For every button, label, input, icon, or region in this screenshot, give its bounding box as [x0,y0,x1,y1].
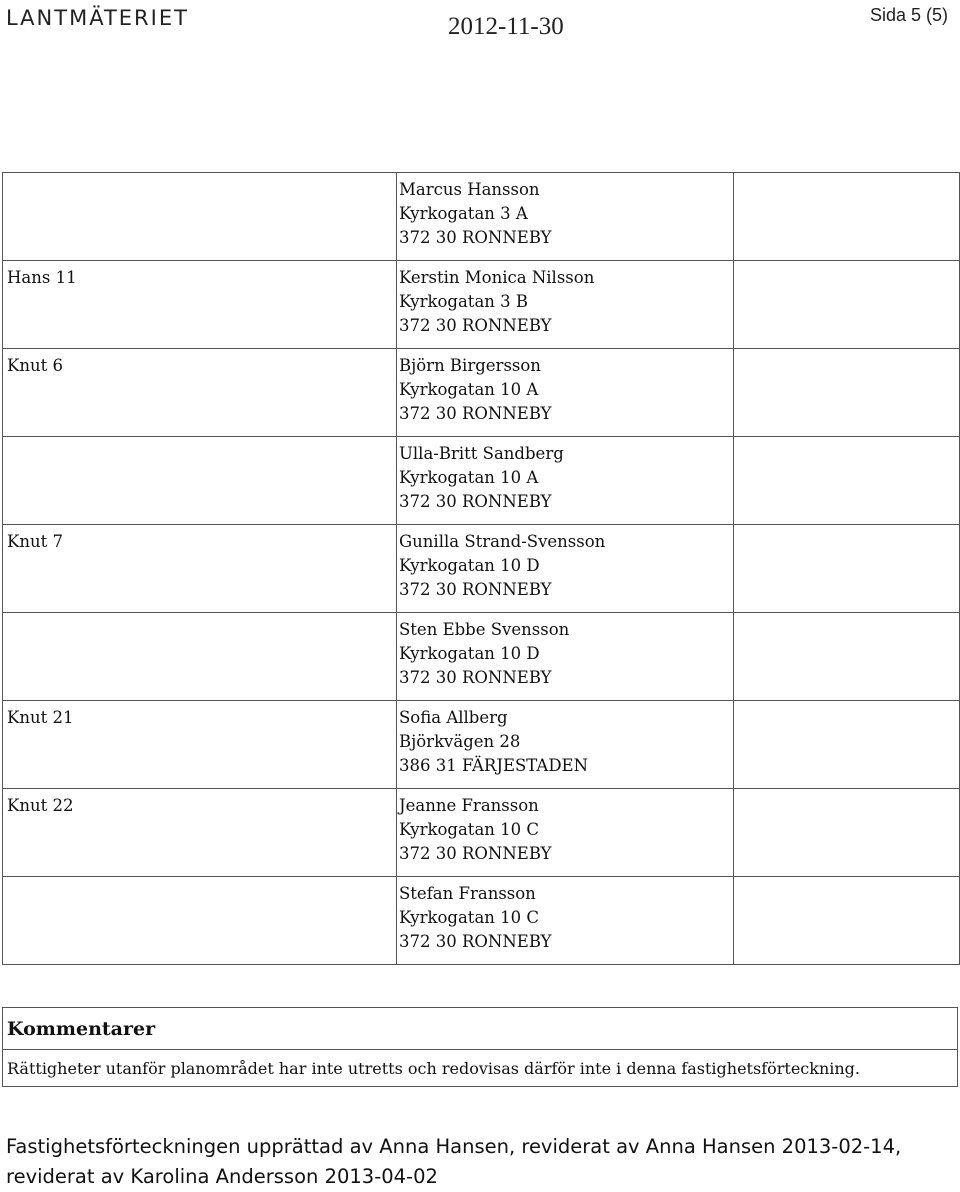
owner-address-cell [397,261,734,349]
owner-city: 372 30 RONNEBY [399,844,552,863]
brand-name: LANTMÄTERIET [6,6,189,30]
comments-text-row [3,1050,958,1087]
owner-street: Kyrkogatan 10 C [399,908,540,927]
owner-city: 386 31 FÄRJESTADEN [399,756,589,775]
owner-city: 372 30 RONNEBY [399,404,552,423]
owner-address-cell [397,877,734,965]
property-cell [3,789,397,877]
empty-cell [734,173,960,261]
table-row [3,173,960,261]
table-row [3,437,960,525]
property-designation [3,173,396,260]
owner-name: Sten Ebbe Svensson [399,620,570,639]
owner-street: Björkvägen 28 [399,732,521,751]
owner-address [397,525,733,612]
property-designation [3,437,396,524]
owner-city: 372 30 RONNEBY [399,228,552,247]
owner-name: Sofia Allberg [399,708,508,727]
owner-address-cell [397,525,734,613]
property-cell [3,173,397,261]
owner-address [397,789,733,876]
owner-address-cell [397,613,734,701]
owner-city: 372 30 RONNEBY [399,580,552,599]
owner-address-cell [397,173,734,261]
owner-city: 372 30 RONNEBY [399,316,552,335]
property-designation: Knut 22 [7,796,74,815]
property-designation: Knut 6 [7,356,63,375]
owner-address [397,613,733,700]
owner-address [397,701,733,788]
comments-table [2,1007,958,1087]
empty-cell [734,613,960,701]
property-cell [3,261,397,349]
owner-name: Jeanne Fransson [399,796,539,815]
property-cell [3,525,397,613]
owner-name: Kerstin Monica Nilsson [399,268,595,287]
owner-city: 372 30 RONNEBY [399,932,552,951]
table-row [3,701,960,789]
page-number: Sida 5 (5) [869,5,948,25]
empty-cell [734,261,960,349]
owner-name: Gunilla Strand-Svensson [399,532,606,551]
table-row [3,877,960,965]
owner-city: 372 30 RONNEBY [399,492,552,511]
comments-title: Kommentarer [3,1008,958,1050]
empty-cell [734,877,960,965]
owner-city: 372 30 RONNEBY [399,668,552,687]
owner-name: Stefan Fransson [399,884,536,903]
owner-address [397,437,733,524]
property-designation: Knut 21 [7,708,74,727]
empty-cell [734,437,960,525]
owner-street: Kyrkogatan 10 D [399,556,540,575]
property-cell [3,877,397,965]
owner-street: Kyrkogatan 10 C [399,820,540,839]
owner-street: Kyrkogatan 10 A [399,380,539,399]
property-designation [3,877,396,964]
owner-name: Ulla-Britt Sandberg [399,444,564,463]
owner-name: Marcus Hansson [399,180,540,199]
owner-address [397,261,733,348]
owner-street: Kyrkogatan 10 A [399,468,539,487]
owner-address-cell [397,701,734,789]
page-header [0,0,960,40]
owner-street: Kyrkogatan 3 A [399,204,528,223]
document-date: 2012-11-30 [448,13,564,40]
comments-text: Rättigheter utanför planområdet har inte utretts och redovisas därför inte i denna fastighetsförteckning. [3,1050,958,1087]
property-cell [3,701,397,789]
owner-name: Björn Birgersson [399,356,541,375]
empty-cell [734,349,960,437]
owner-address-cell [397,349,734,437]
table-row [3,613,960,701]
owner-address [397,349,733,436]
owner-address [397,877,733,964]
footer-note: Fastighetsförteckningen upprättad av Anna Hansen, reviderat av Anna Hansen 2013-02-14, reviderat av Karolina Andersson 2013-04-02 [6,1135,902,1188]
property-cell [3,437,397,525]
property-cell [3,613,397,701]
empty-cell [734,525,960,613]
empty-cell [734,701,960,789]
empty-cell [734,789,960,877]
owners-table-body [3,173,960,965]
property-designation [3,613,396,700]
table-row [3,789,960,877]
property-cell [3,349,397,437]
owner-address-cell [397,789,734,877]
property-designation: Knut 7 [7,532,63,551]
table-row [3,349,960,437]
owner-address [397,173,733,260]
comments-title-row [3,1008,958,1050]
owner-street: Kyrkogatan 10 D [399,644,540,663]
table-row [3,261,960,349]
owner-address-cell [397,437,734,525]
table-row [3,525,960,613]
owner-street: Kyrkogatan 3 B [399,292,529,311]
owners-table [2,172,960,965]
property-designation: Hans 11 [7,268,77,287]
